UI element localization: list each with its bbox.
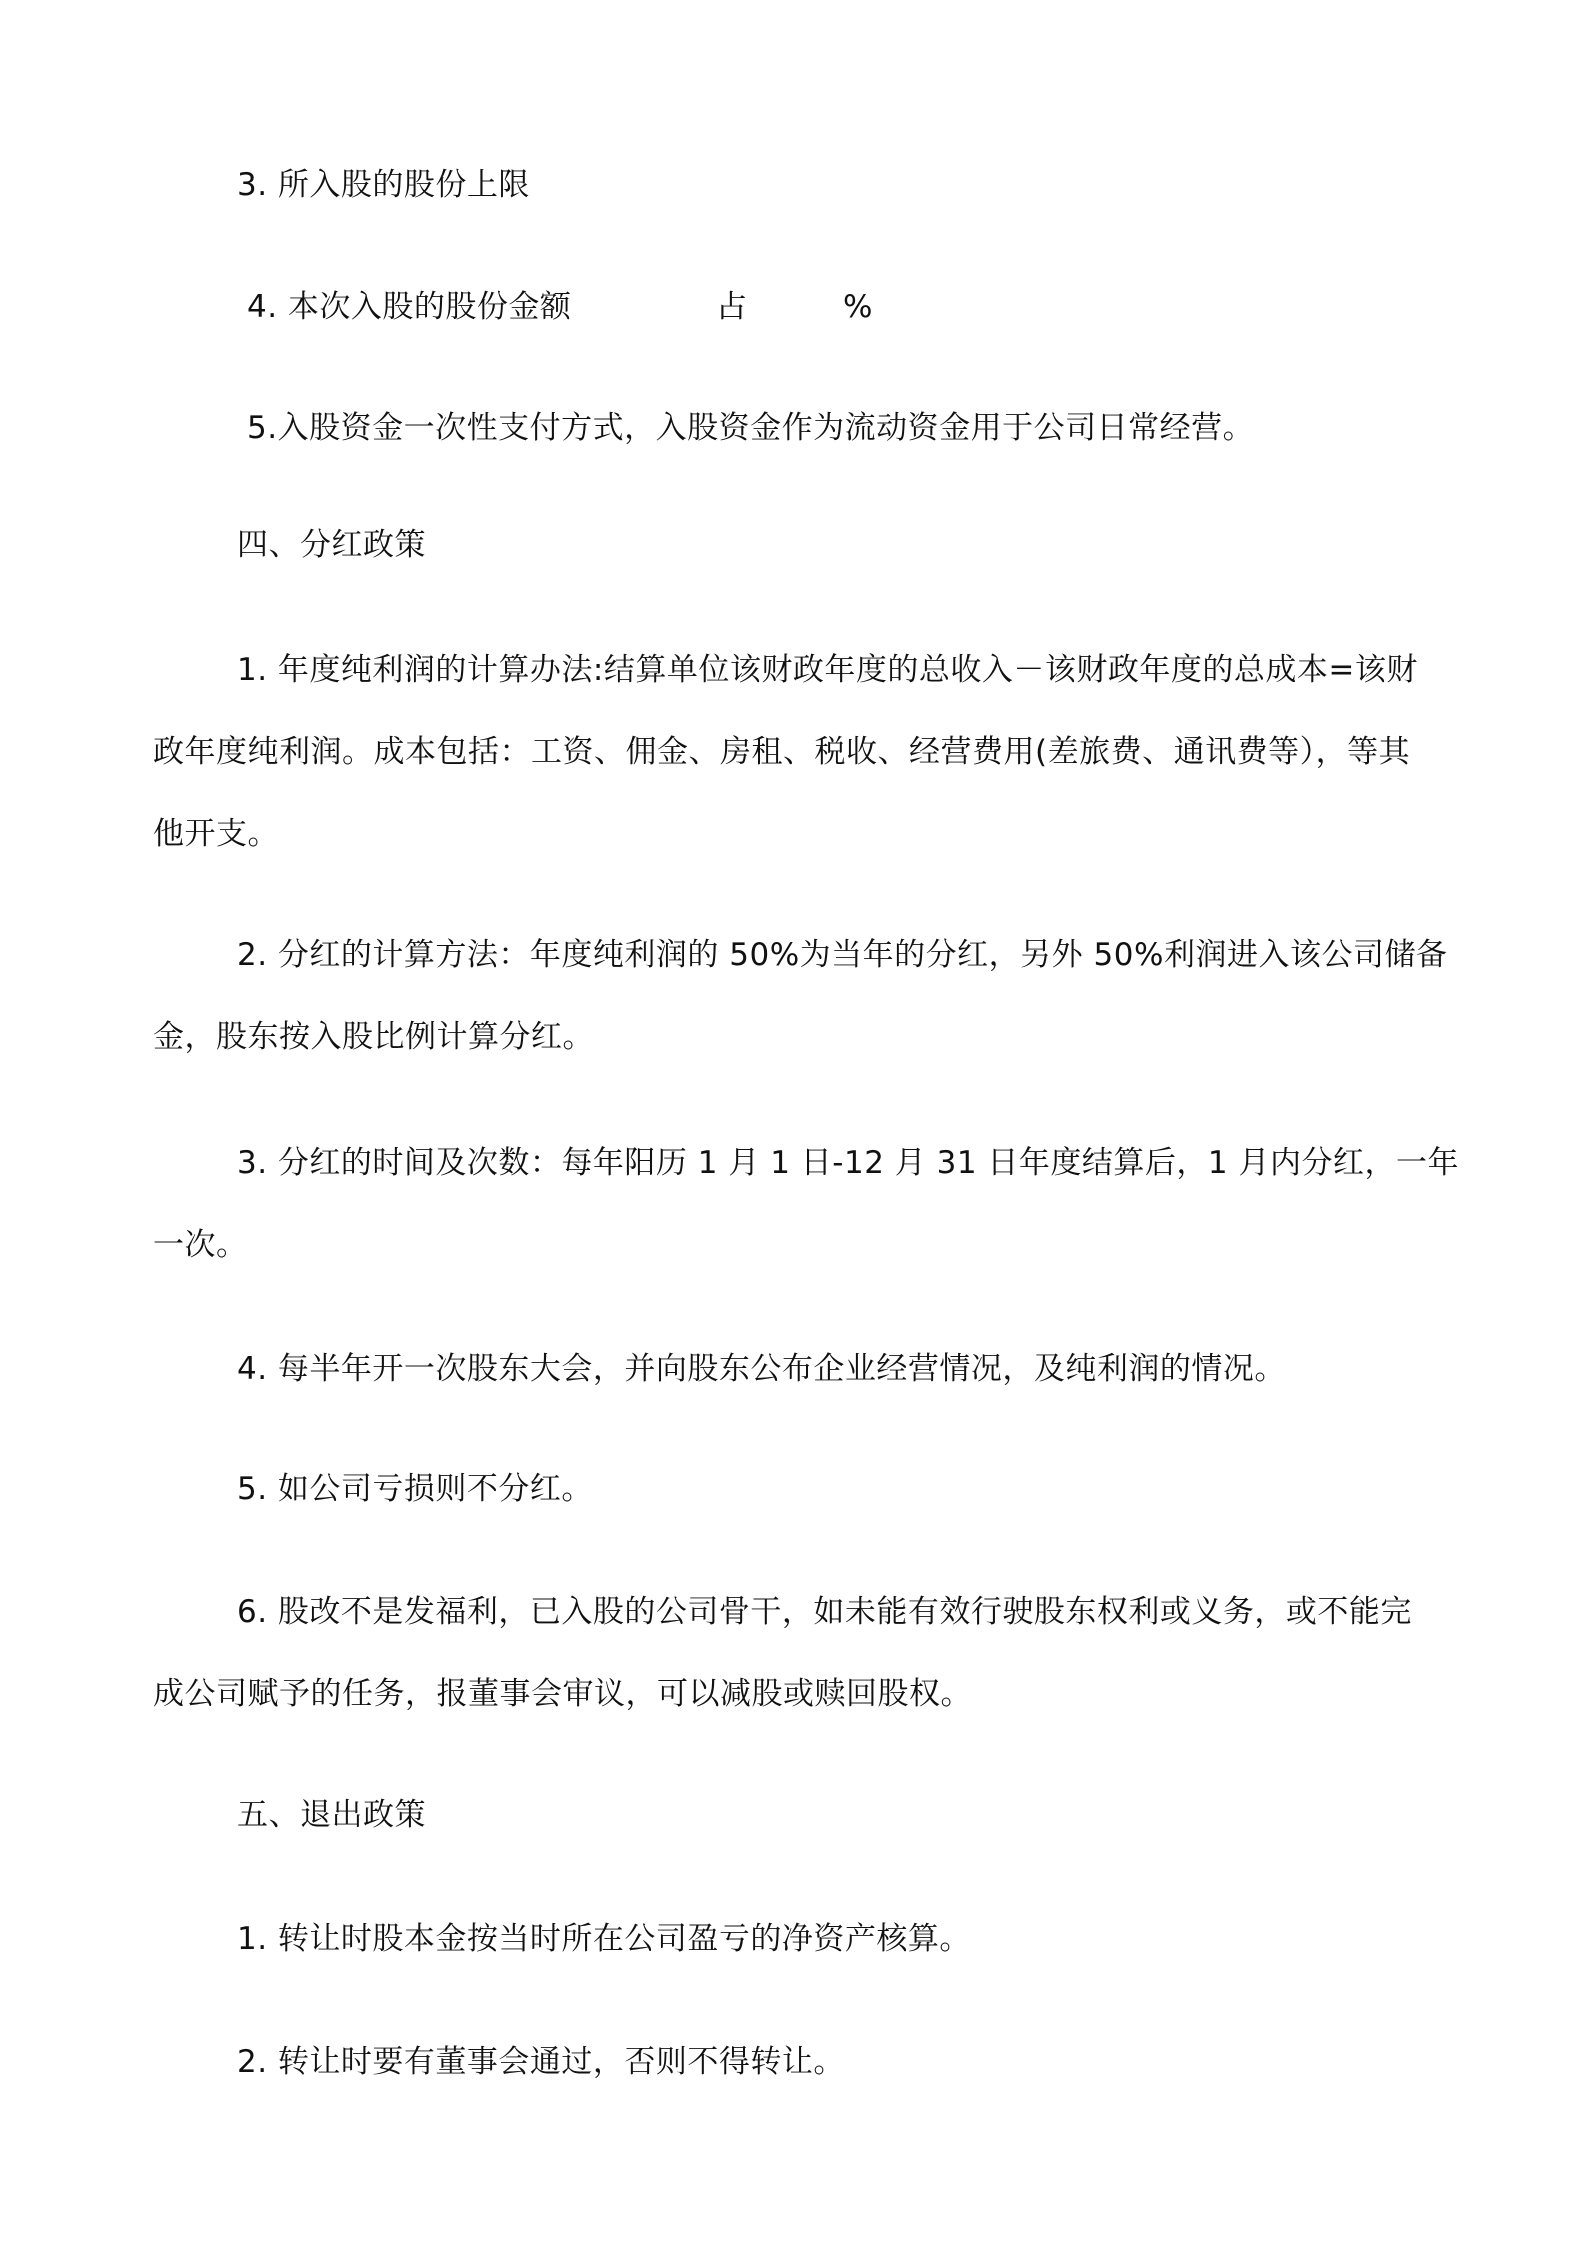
paragraph-line: 6. 股改不是发福利，已入股的公司骨干，如未能有效行驶股东权利或义务，或不能完 bbox=[237, 1594, 1412, 1630]
item-payment-method: 5.入股资金一次性支付方式，入股资金作为流动资金用于公司日常经营。 bbox=[247, 410, 1255, 446]
paragraph-line: 1. 年度纯利润的计算办法:结算单位该财政年度的总收入－该财政年度的总成本=该财 bbox=[237, 652, 1418, 688]
exit-paragraph-1: 1. 转让时股本金按当时所在公司盈亏的净资产核算。 bbox=[237, 1921, 971, 1957]
item-share-cap: 3. 所入股的股份上限 bbox=[237, 167, 530, 203]
item-share-occupy: 占 bbox=[716, 289, 748, 325]
paragraph-line: 他开支。 bbox=[153, 816, 279, 852]
paragraph-line: 一次。 bbox=[153, 1227, 248, 1263]
paragraph-line: 成公司赋予的任务，报董事会审议，可以减股或赎回股权。 bbox=[153, 1676, 972, 1712]
item-share-amount: 4. 本次入股的股份金额 bbox=[247, 289, 572, 325]
section-heading-exit: 五、退出政策 bbox=[237, 1797, 426, 1833]
dividend-paragraph-2 bbox=[153, 935, 1447, 1057]
paragraph-line: 2. 分红的计算方法：年度纯利润的 50%为当年的分红，另外 50%利润进入该公司储备 bbox=[237, 937, 1448, 973]
dividend-paragraph-1 bbox=[153, 650, 1418, 854]
paragraph-line: 金，股东按入股比例计算分红。 bbox=[153, 1019, 594, 1055]
exit-paragraph-2: 2. 转让时要有董事会通过，否则不得转让。 bbox=[237, 2044, 845, 2080]
item-share-percent: % bbox=[843, 289, 873, 325]
dividend-paragraph-3 bbox=[153, 1143, 1459, 1265]
section-heading-dividend: 四、分红政策 bbox=[237, 527, 426, 563]
paragraph-line: 3. 分红的时间及次数：每年阳历 1 月 1 日-12 月 31 日年度结算后，1 月内分红，一年 bbox=[237, 1145, 1460, 1181]
dividend-paragraph-6 bbox=[153, 1592, 1412, 1714]
paragraph-line: 政年度纯利润。成本包括：工资、佣金、房租、税收、经营费用(差旅费、通讯费等），等其 bbox=[153, 734, 1411, 770]
dividend-paragraph-4: 4. 每半年开一次股东大会，并向股东公布企业经营情况，及纯利润的情况。 bbox=[237, 1351, 1286, 1387]
dividend-paragraph-5: 5. 如公司亏损则不分红。 bbox=[237, 1471, 593, 1507]
